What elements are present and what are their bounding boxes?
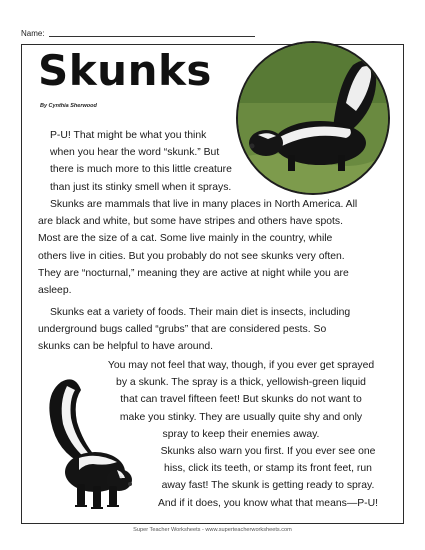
text-line: make you stinky. They are usually quite shy and only <box>119 411 363 423</box>
text-line: underground bugs called “grubs” that are considered pests. So <box>38 324 327 336</box>
text-line: there is much more to this little creature <box>50 164 232 176</box>
author-byline: By Cynthia Sherwood <box>40 103 97 109</box>
paragraph-habitat <box>38 196 390 299</box>
text-line: Most are the size of a cat. Some live mainly in the country, while <box>38 233 333 245</box>
skunk-drawing <box>37 372 135 514</box>
worksheet-title: Skunks <box>38 46 212 95</box>
name-label: Name: <box>21 29 45 38</box>
text-line: And if it does, you know what that means—P-U! <box>157 497 379 509</box>
text-line: Skunks are mammals that live in many places in North America. All <box>50 199 358 210</box>
skunk-photo <box>236 41 390 195</box>
text-line: spray to keep their enemies away. <box>162 428 320 440</box>
text-line: hiss, click its teeth, or stamp its front feet, run <box>164 463 372 475</box>
text-line: asleep. <box>38 285 72 297</box>
text-line: when you hear the word “skunk.” But <box>50 147 220 159</box>
text-line: P-U! That might be what you think <box>50 130 207 141</box>
name-field[interactable] <box>21 29 255 38</box>
text-line: others live in cities. But you probably do not see skunks very often. <box>38 250 345 262</box>
text-line: Skunks also warn you first. If you ever see one <box>160 446 376 457</box>
paragraph-spray <box>91 357 391 443</box>
text-line: away fast! The skunk is getting ready to spray. <box>161 480 375 492</box>
paragraph-diet <box>38 304 390 356</box>
text-line: You may not feel that way, though, if you ever get sprayed <box>107 360 375 371</box>
text-line: They are “nocturnal,” meaning they are active at night while you are <box>38 267 349 279</box>
text-line: skunks can be helpful to have around. <box>38 341 214 353</box>
footer-credit: Super Teacher Worksheets - www.superteacherworksheets.com <box>133 527 292 533</box>
skunk-illustration <box>37 372 135 514</box>
text-line: are black and white, but some have stripes and others have spots. <box>38 216 343 228</box>
skunk-photo-illustration <box>238 43 388 193</box>
paragraph-warning <box>143 443 393 512</box>
text-line: by a skunk. The spray is a thick, yellowish-green liquid <box>116 377 366 389</box>
name-blank-line[interactable] <box>49 36 255 37</box>
text-line: Skunks eat a variety of foods. Their main diet is insects, including <box>50 307 351 318</box>
text-line: that can travel fifteen feet! But skunks do not want to <box>120 394 362 406</box>
text-line: than just its stinky smell when it sprays. <box>50 181 232 193</box>
paragraph-intro <box>38 127 238 196</box>
